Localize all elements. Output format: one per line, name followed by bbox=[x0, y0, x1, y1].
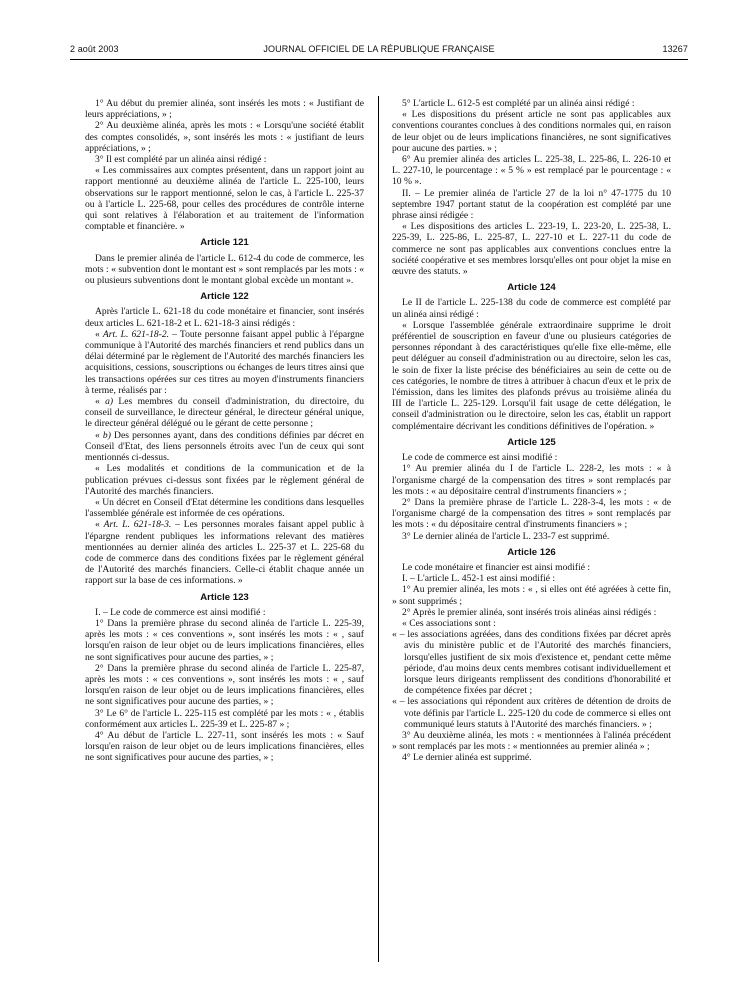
paragraph bbox=[85, 430, 364, 464]
paragraph: « Les commissaires aux comptes présentent, dans un rapport joint au rapport mentionné au deuxième alinéa de l'article L. 225-100, leurs observations sur le rapport mentionné, selon le cas, à l'article L. 225-37 ou à l'article L. 225-68, pour celles des procédures de contrôle interne qui sont relatives à l'élaboration et au traitement de l'information comptable et financière. » bbox=[85, 165, 364, 233]
paragraph: « Un décret en Conseil d'Etat détermine les conditions dans lesquelles l'assemblée générale est informée de ces opérations. bbox=[85, 496, 364, 520]
paragraph: 6° Au premier alinéa des articles L. 225-38, L. 225-86, L. 226-10 et L. 227-10, le pourcentage : « 5 % » est remplacé par le pourcentage : « 10 % ». bbox=[392, 154, 671, 188]
quote-open: « bbox=[95, 328, 103, 340]
paragraph bbox=[85, 329, 364, 396]
article-heading-122: Article 122 bbox=[200, 291, 249, 303]
paragraph: 4° Le dernier alinéa est supprimé. bbox=[402, 752, 532, 764]
paragraph bbox=[85, 396, 364, 430]
left-column bbox=[85, 98, 364, 764]
paragraph: 1° Dans la première phrase du second alinéa de l'article L. 225-39, après les mots : « ces conventions », sont insérés les mots : « , sauf lorsqu'en raison de leur objet ou de leurs implications financières, elles ne sont significatives pour aucune des parties, » ; bbox=[85, 617, 364, 663]
paragraph: Le II de l'article L. 225-138 du code de commerce est complété par un alinéa ainsi rédigé : bbox=[392, 297, 671, 320]
article-reference: Art. L. 621-18-3. bbox=[103, 519, 172, 531]
paragraph: 5° L'article L. 612-5 est complété par un alinéa ainsi rédigé : bbox=[402, 98, 635, 109]
paragraph: 1° Au premier alinéa, les mots : « , si elles ont été agréées à cette fin, » sont supprimés ; bbox=[392, 584, 671, 607]
paragraph: « Lorsque l'assemblée générale extraordinaire supprime le droit préférentiel de souscription en faveur d'une ou plusieurs catégories de personnes répondant à des caractéristiques qu'elle fixe elle-même, elle peut déléguer au conseil d'administration ou au directoire, selon les cas, le soin de fixer la liste précise des bénéficiaires au sein de cette ou de ces catégories, le nombre de titres à attribuer à chacun d'eux et le prix de l'émission, dans les limites des plafonds prévus au troisième alinéa du III de l'article L. 225-129. Lorsqu'il fait usage de cette délégation, le conseil d'administration ou le directoire, selon les cas, établit un rapport complémentaire décrivant les conditions définitives de l'opération. » bbox=[392, 319, 671, 432]
paragraph: 4° Au début de l'article L. 227-11, sont insérés les mots : « Sauf lorsqu'en raison de leur objet ou de leurs implications financières, elles ne sont significatives pour aucune des parties, » ; bbox=[85, 729, 364, 764]
header-date: 2 août 2003 bbox=[70, 44, 119, 54]
dash-list-item: « – les associations agréées, dans des conditions fixées par décret après avis du ministère public et de l'Autorité des marchés financiers, lorsqu'elles justifient de six mois d'existence et, pendant cette même période, d'au moins deux cents membres cotisant individuellement et lorsque leurs dirigeants remplissent des conditions d'honorabilité et de compétence fixées par décret ; bbox=[392, 629, 671, 697]
article-heading-125: Article 125 bbox=[507, 436, 556, 448]
paragraph: Le code monétaire et financier est ainsi modifié : bbox=[402, 561, 591, 573]
quote-open: « bbox=[95, 519, 104, 531]
paragraph: I. – Le code de commerce est ainsi modifié : bbox=[95, 606, 266, 618]
column-divider bbox=[378, 96, 379, 962]
paragraph: 3° Il est complété par un alinéa ainsi rédigé : bbox=[95, 154, 267, 166]
article-heading-123: Article 123 bbox=[200, 591, 249, 603]
paragraph: Après l'article L. 621-18 du code monétaire et financier, sont insérés deux articles L. 621-18-2 et L. 621-18-3 ainsi rédigés : bbox=[85, 306, 364, 329]
paragraph: II. – Le premier alinéa de l'article 27 de la loi n° 47-1775 du 10 septembre 1947 portant statut de la coopération est complété par une phrase ainsi rédigée : bbox=[392, 187, 671, 222]
article-heading-121: Article 121 bbox=[200, 237, 249, 249]
paragraph-text: Les membres du conseil d'administration, du directoire, du conseil de surveillance, le directeur général, le directeur général unique, le directeur général délégué ou le gérant de cette personne ; bbox=[85, 396, 364, 430]
paragraph: 3° Le dernier alinéa de l'article L. 233-7 est supprimé. bbox=[402, 530, 610, 542]
paragraph-text: – Les personnes morales faisant appel public à l'épargne rendent publiques les informations relevant des matières mentionnées au dernier alinéa des articles L. 225-37 et L. 225-68 du code de commerce dans des conditions fixées par le règlement général de l'Autorité des marchés financiers. Celle-ci établit chaque année un rapport sur la base de ces informations. » bbox=[85, 519, 364, 587]
header-page-number: 13267 bbox=[662, 44, 688, 54]
paragraph-text: Des personnes ayant, dans des conditions définies par décret en Conseil d'Etat, des liens personnels étroits avec l'un de ceux qui sont mentionnés ci-dessus. bbox=[85, 429, 364, 464]
quote-open: « bbox=[95, 396, 106, 408]
paragraph: « Les dispositions des articles L. 223-19, L. 223-20, L. 225-38, L. 225-39, L. 225-86, L. 225-87, L. 227-10 et L. 227-11 du code de commerce ne sont pas applicables aux conventions conclues entre la société coopérative et ses membres lorsqu'elles ont pour objet la mise en œuvre des statuts. » bbox=[392, 221, 671, 278]
paragraph: 2° Après le premier alinéa, sont insérés trois alinéas ainsi rédigés : bbox=[402, 606, 657, 618]
paragraph: 1° Au début du premier alinéa, sont insérés les mots : « Justifiant de leurs appréciations, » ; bbox=[85, 98, 364, 121]
article-reference: Art. L. 621-18-2. bbox=[102, 328, 170, 340]
paragraph: 2° Dans la première phrase du second alinéa de l'article L. 225-87, après les mots : « ces conventions », sont insérés les mots : « , sauf lorsqu'en raison de leur objet ou de leurs implications financières, elles ne sont significatives pour aucune des parties, » ; bbox=[85, 662, 364, 708]
article-heading-124: Article 124 bbox=[507, 282, 556, 294]
right-column bbox=[392, 98, 671, 764]
paragraph: 3° Le 6° de l'article L. 225-115 est complété par les mots : « , établis conformément aux articles L. 225-39 et L. 225-87 » ; bbox=[85, 707, 364, 730]
paragraph: 2° Dans la première phrase de l'article L. 228-3-4, les mots : « de l'organisme chargé de la compensation des titres » sont remplacés par les mots : « du dépositaire central d'instruments financiers » ; bbox=[392, 496, 671, 531]
dash-list-item: « – les associations qui répondent aux critères de détention de droits de vote définis par l'article L. 225-120 du code de commerce si elles ont communiqué leurs statuts à l'Autorité des marchés financiers. » ; bbox=[392, 696, 671, 730]
header-journal-title: JOURNAL OFFICIEL DE LA RÉPUBLIQUE FRANÇAISE bbox=[263, 44, 495, 54]
paragraph: 2° Au deuxième alinéa, après les mots : « Lorsqu'une société établit des comptes consolidés, », sont insérés les mots : « justifiant de leurs appréciations, » ; bbox=[85, 120, 364, 154]
paragraph: « Les dispositions du présent article ne sont pas applicables aux conventions courantes conclues à des conditions normales qui, en raison de leur objet ou de leurs implications financières, ne sont significatives pour aucune des parties. » ; bbox=[392, 109, 671, 154]
paragraph: 1° Au premier alinéa du I de l'article L. 228-2, les mots : « à l'organisme chargé de la compensation des titres » sont remplacés par les mots : « au dépositaire central d'instruments financiers » ; bbox=[392, 463, 671, 497]
paragraph bbox=[85, 519, 364, 586]
paragraph: « Les modalités et conditions de la communication et de la publication prévues ci-dessus sont fixées par le règlement général de l'Autorité des marchés financiers. bbox=[85, 463, 364, 497]
list-marker: a) bbox=[105, 396, 114, 408]
article-heading-126: Article 126 bbox=[507, 546, 556, 558]
paragraph: 3° Au deuxième alinéa, les mots : « mentionnées à l'alinéa précédent » sont remplacés par les mots : « mentionnées au premier alinéa » ; bbox=[392, 729, 671, 753]
paragraph: Le code de commerce est ainsi modifié : bbox=[402, 452, 558, 464]
paragraph: « Ces associations sont : bbox=[402, 617, 496, 629]
paragraph: Dans le premier alinéa de l'article L. 612-4 du code de commerce, les mots : « subvention dont le montant est » sont remplacés par les mots : « ou plusieurs subventions dont le montant global excède un montant ». bbox=[85, 252, 364, 287]
quote-open: « bbox=[95, 429, 103, 441]
list-marker: b) bbox=[102, 429, 111, 441]
page-header bbox=[70, 44, 688, 60]
header-rule bbox=[70, 59, 688, 60]
paragraph: I. – L'article L. 452-1 est ainsi modifié : bbox=[402, 573, 556, 585]
paragraph-text: – Toute personne faisant appel public à l'épargne communique à l'Autorité des marchés financiers et rend publics dans un délai déterminé par le règlement de l'Autorité des marchés financiers les acquisitions, cessions, souscriptions ou échanges de leurs titres ainsi que les transactions opérées sur ces titres au moyen d'instruments financiers à terme, réalisés par : bbox=[85, 328, 364, 396]
